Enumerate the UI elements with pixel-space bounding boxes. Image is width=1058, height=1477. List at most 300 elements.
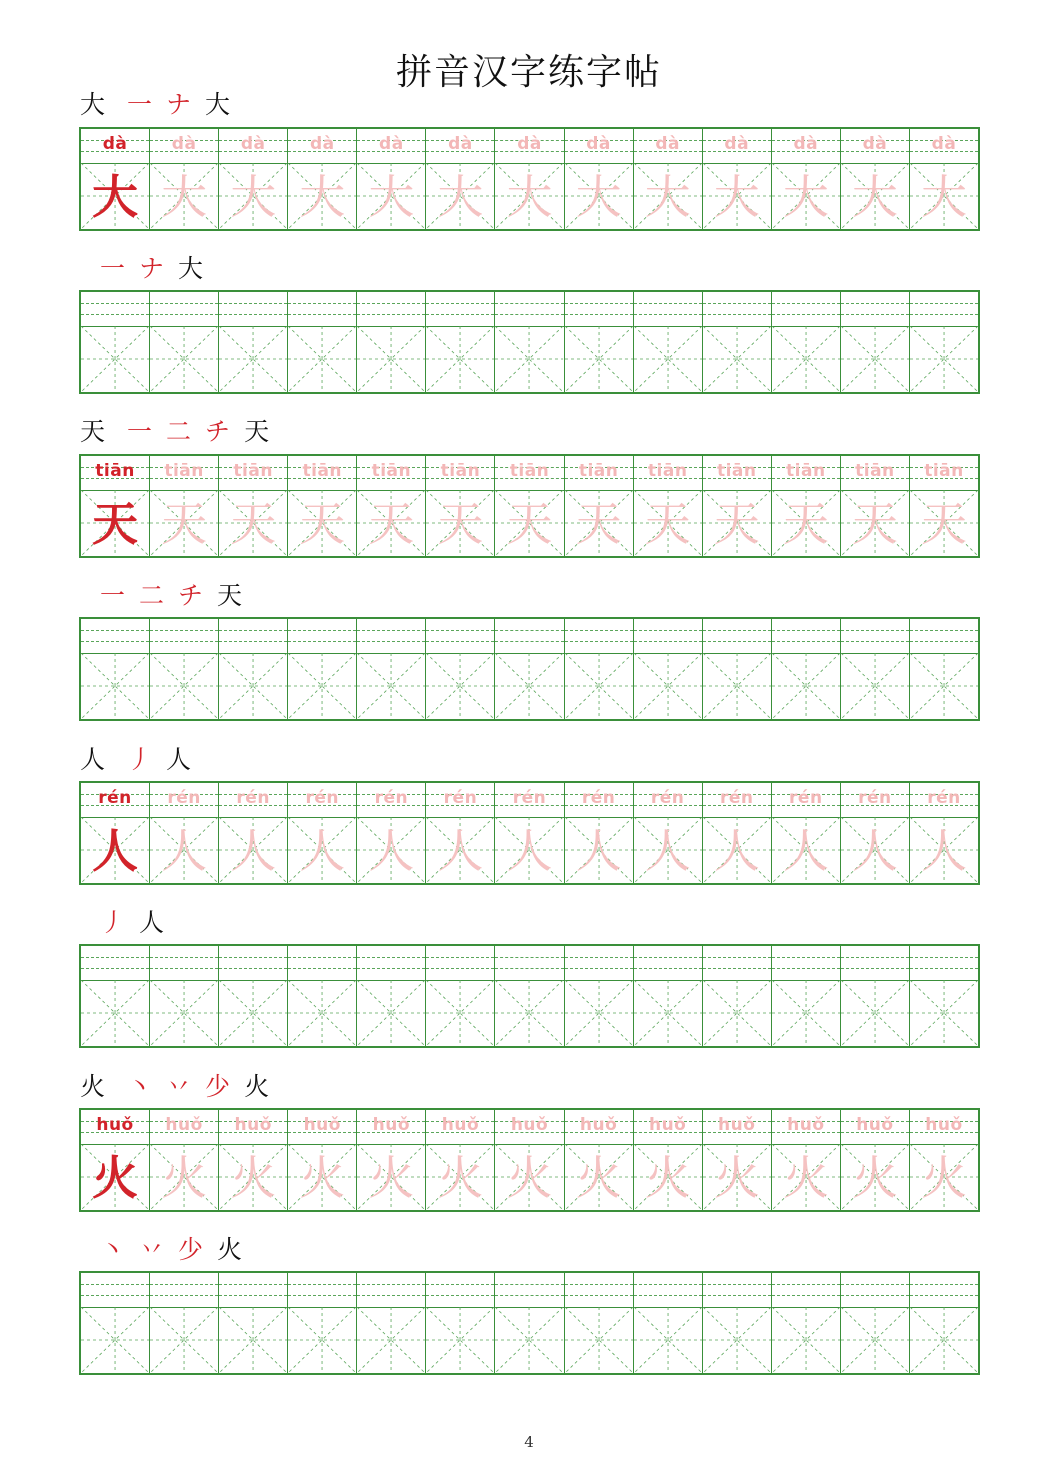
pinyin-guide-line	[703, 314, 771, 315]
pinyin-lines	[357, 129, 425, 164]
writing-cell[interactable]	[564, 456, 633, 556]
pinyin-lines	[703, 129, 771, 164]
pinyin-lines	[565, 783, 633, 818]
pinyin-guide-line	[81, 968, 149, 969]
pinyin-lines	[634, 129, 702, 164]
writing-cell[interactable]	[633, 1110, 702, 1210]
trace-pinyin: huǒ	[925, 1115, 963, 1135]
pinyin-guide-line	[841, 957, 909, 958]
writing-cell[interactable]	[287, 292, 356, 392]
mi-grid-box	[703, 817, 771, 883]
writing-cell[interactable]	[771, 1273, 840, 1373]
trace-pinyin: huǒ	[303, 1115, 341, 1135]
pinyin-lines	[772, 946, 840, 981]
writing-cell[interactable]	[218, 1273, 287, 1373]
pinyin-lines	[357, 783, 425, 818]
trace-pinyin: tiān	[164, 461, 204, 481]
writing-cell[interactable]	[149, 619, 218, 719]
writing-cell[interactable]	[494, 292, 563, 392]
trace-character: 天	[230, 497, 277, 551]
mi-grid-box	[910, 980, 978, 1046]
writing-cell[interactable]	[494, 1273, 563, 1373]
writing-cell[interactable]	[81, 946, 149, 1046]
writing-cell[interactable]	[564, 946, 633, 1046]
writing-cell[interactable]	[564, 1110, 633, 1210]
writing-cell[interactable]	[356, 1273, 425, 1373]
mi-grid-box	[772, 980, 840, 1046]
writing-cell[interactable]	[494, 783, 563, 883]
trace-pinyin: huǒ	[856, 1115, 894, 1135]
pinyin-lines	[634, 456, 702, 491]
trace-character: 人	[161, 824, 208, 878]
pinyin-guide-line	[772, 630, 840, 631]
writing-cell[interactable]	[218, 783, 287, 883]
mi-grid-box	[81, 163, 149, 229]
writing-cell[interactable]	[909, 783, 978, 883]
pinyin-lines	[910, 456, 978, 491]
pinyin-guide-line	[219, 303, 287, 304]
trace-character: 大	[782, 170, 829, 224]
pinyin-lines	[150, 1110, 218, 1145]
mi-grid-box	[81, 653, 149, 719]
trace-character: 火	[644, 1151, 691, 1205]
pinyin-guide-line	[288, 1284, 356, 1285]
stroke-step: チ	[205, 417, 231, 446]
writing-cell[interactable]	[81, 1110, 149, 1210]
writing-cell[interactable]	[633, 946, 702, 1046]
trace-character: 人	[368, 824, 415, 878]
pinyin-lines	[772, 619, 840, 654]
trace-character: 大	[575, 170, 622, 224]
writing-cell[interactable]	[771, 129, 840, 229]
pinyin-lines	[495, 292, 563, 327]
mi-grid-box	[219, 163, 287, 229]
writing-cell[interactable]	[218, 946, 287, 1046]
writing-cell[interactable]	[702, 292, 771, 392]
mi-grid-box	[81, 1144, 149, 1210]
writing-cell[interactable]	[287, 783, 356, 883]
writing-cell[interactable]	[218, 619, 287, 719]
pinyin-guide-line	[357, 957, 425, 958]
writing-cell[interactable]	[287, 946, 356, 1046]
pinyin-guide-line	[772, 957, 840, 958]
stroke-step: 丶	[127, 1072, 153, 1101]
mi-grid-box	[150, 653, 218, 719]
writing-cell[interactable]	[149, 946, 218, 1046]
writing-cell[interactable]	[840, 456, 909, 556]
writing-cell[interactable]	[909, 292, 978, 392]
trace-character: 火	[782, 1151, 829, 1205]
trace-character: 天	[368, 497, 415, 551]
writing-cell[interactable]	[356, 129, 425, 229]
pinyin-lines	[565, 129, 633, 164]
writing-cell[interactable]	[149, 1110, 218, 1210]
trace-pinyin: rén	[719, 788, 754, 808]
pinyin-guide-line	[634, 1284, 702, 1285]
trace-character: 大	[713, 170, 760, 224]
model-character: 天	[92, 497, 139, 551]
pinyin-guide-line	[81, 641, 149, 642]
writing-cell[interactable]	[633, 292, 702, 392]
writing-cell[interactable]	[702, 456, 771, 556]
writing-cell[interactable]	[771, 456, 840, 556]
writing-cell[interactable]	[702, 619, 771, 719]
mi-grid-box	[426, 980, 494, 1046]
pinyin-lines	[772, 456, 840, 491]
stroke-step: 天	[217, 581, 243, 610]
mi-grid-box	[288, 653, 356, 719]
writing-cell[interactable]	[425, 456, 494, 556]
pinyin-guide-line	[357, 1284, 425, 1285]
pinyin-lines	[288, 783, 356, 818]
writing-cell[interactable]	[356, 292, 425, 392]
stroke-step: 丷	[166, 1072, 192, 1101]
mi-grid-box	[219, 1144, 287, 1210]
pinyin-guide-line	[910, 957, 978, 958]
writing-cell[interactable]	[494, 1110, 563, 1210]
writing-cell[interactable]	[425, 129, 494, 229]
mi-grid-box	[495, 490, 563, 556]
blank-practice-grid	[79, 1271, 980, 1375]
trace-character: 人	[713, 824, 760, 878]
mi-grid-box	[703, 1307, 771, 1373]
pinyin-guide-line	[150, 1284, 218, 1285]
writing-cell[interactable]	[81, 292, 149, 392]
writing-cell[interactable]	[633, 619, 702, 719]
writing-cell[interactable]	[287, 619, 356, 719]
pinyin-guide-line	[219, 957, 287, 958]
pinyin-guide-line	[910, 630, 978, 631]
mi-grid-box	[841, 1144, 909, 1210]
writing-cell[interactable]	[702, 1273, 771, 1373]
stroke-step: 天	[244, 417, 270, 446]
pinyin-guide-line	[495, 303, 563, 304]
trace-character: 火	[230, 1151, 277, 1205]
pinyin-lines	[357, 1110, 425, 1145]
trace-character: 天	[299, 497, 346, 551]
stroke-step: 人	[139, 908, 165, 937]
pinyin-guide-line	[426, 1295, 494, 1296]
pinyin-guide-line	[426, 968, 494, 969]
pinyin-lines	[288, 1110, 356, 1145]
stroke-order-header	[80, 743, 205, 777]
writing-cell[interactable]	[494, 456, 563, 556]
mi-grid-box	[772, 1144, 840, 1210]
writing-cell[interactable]	[81, 619, 149, 719]
trace-pinyin: tiān	[578, 461, 619, 481]
pinyin-guide-line	[841, 1284, 909, 1285]
mi-grid-box	[772, 490, 840, 556]
pinyin-lines	[81, 292, 149, 327]
trace-pinyin: huǒ	[441, 1115, 480, 1135]
mi-grid-box	[565, 653, 633, 719]
pinyin-lines	[81, 1273, 149, 1308]
trace-character: 天	[506, 497, 553, 551]
pinyin-guide-line	[910, 1295, 978, 1296]
pinyin-guide-line	[495, 968, 563, 969]
pinyin-guide-line	[910, 1284, 978, 1285]
mi-grid-box	[910, 1144, 978, 1210]
writing-cell[interactable]	[356, 619, 425, 719]
mi-grid-box	[841, 653, 909, 719]
trace-pinyin: huǒ	[372, 1115, 411, 1135]
pinyin-lines	[910, 946, 978, 981]
writing-cell[interactable]	[425, 946, 494, 1046]
pinyin-guide-line	[219, 630, 287, 631]
pinyin-lines	[150, 129, 218, 164]
writing-cell[interactable]	[494, 129, 563, 229]
pinyin-guide-line	[426, 957, 494, 958]
pinyin-lines	[219, 456, 287, 491]
writing-cell[interactable]	[425, 1273, 494, 1373]
trace-pinyin: dà	[793, 134, 819, 154]
model-pinyin: tiān	[95, 461, 135, 481]
stroke-step: ナ	[166, 90, 192, 119]
pinyin-lines	[634, 619, 702, 654]
pinyin-guide-line	[219, 641, 287, 642]
mi-grid-box	[219, 326, 287, 392]
stroke-order-header	[80, 415, 283, 449]
trace-pinyin: rén	[512, 788, 547, 808]
trace-pinyin: rén	[305, 788, 340, 808]
writing-cell[interactable]	[702, 946, 771, 1046]
pinyin-guide-line	[495, 1284, 563, 1285]
tracing-grid	[79, 127, 980, 231]
stroke-step: 一	[127, 90, 153, 119]
writing-cell[interactable]	[840, 783, 909, 883]
writing-cell[interactable]	[702, 1110, 771, 1210]
pinyin-guide-line	[841, 968, 909, 969]
writing-cell[interactable]	[356, 456, 425, 556]
writing-cell[interactable]	[287, 129, 356, 229]
mi-grid-box	[841, 490, 909, 556]
writing-cell[interactable]	[909, 946, 978, 1046]
mi-grid-box	[357, 326, 425, 392]
pinyin-lines	[357, 292, 425, 327]
writing-cell[interactable]	[909, 456, 978, 556]
writing-cell[interactable]	[840, 292, 909, 392]
pinyin-guide-line	[910, 303, 978, 304]
pinyin-lines	[565, 1273, 633, 1308]
pinyin-lines	[772, 129, 840, 164]
trace-pinyin: rén	[581, 788, 616, 808]
writing-cell[interactable]	[633, 783, 702, 883]
pinyin-guide-line	[357, 1295, 425, 1296]
writing-cell[interactable]	[356, 946, 425, 1046]
pinyin-guide-line	[841, 314, 909, 315]
writing-cell[interactable]	[218, 292, 287, 392]
writing-cell[interactable]	[840, 619, 909, 719]
writing-cell[interactable]	[771, 619, 840, 719]
mi-grid-box	[565, 980, 633, 1046]
mi-grid-box	[703, 653, 771, 719]
mi-grid-box	[150, 326, 218, 392]
writing-cell[interactable]	[218, 456, 287, 556]
pinyin-lines	[150, 292, 218, 327]
writing-cell[interactable]	[702, 783, 771, 883]
writing-cell[interactable]	[564, 129, 633, 229]
pinyin-guide-line	[357, 314, 425, 315]
writing-cell[interactable]	[909, 1110, 978, 1210]
writing-cell[interactable]	[564, 619, 633, 719]
pinyin-guide-line	[150, 1295, 218, 1296]
mi-grid-box	[426, 817, 494, 883]
mi-grid-box	[219, 980, 287, 1046]
mi-grid-box	[910, 326, 978, 392]
writing-cell[interactable]	[840, 1110, 909, 1210]
pinyin-guide-line	[634, 303, 702, 304]
writing-cell[interactable]	[81, 456, 149, 556]
trace-pinyin: huǒ	[579, 1115, 618, 1135]
writing-cell[interactable]	[702, 129, 771, 229]
pinyin-guide-line	[357, 630, 425, 631]
stroke-order-header	[80, 1070, 283, 1104]
pinyin-lines	[150, 456, 218, 491]
writing-cell[interactable]	[81, 783, 149, 883]
trace-pinyin: tiān	[647, 461, 688, 481]
stroke-step: 一	[127, 417, 153, 446]
mi-grid-box	[288, 1307, 356, 1373]
writing-cell[interactable]	[564, 1273, 633, 1373]
pinyin-lines	[495, 946, 563, 981]
stroke-order-row	[100, 252, 217, 286]
pinyin-guide-line	[288, 630, 356, 631]
trace-character: 人	[851, 824, 898, 878]
writing-cell[interactable]	[425, 1110, 494, 1210]
writing-cell[interactable]	[494, 619, 563, 719]
writing-cell[interactable]	[287, 456, 356, 556]
writing-cell[interactable]	[149, 456, 218, 556]
mi-grid-box	[634, 980, 702, 1046]
pinyin-lines	[772, 1273, 840, 1308]
mi-grid-box	[910, 653, 978, 719]
writing-cell[interactable]	[633, 1273, 702, 1373]
trace-pinyin: huǒ	[648, 1115, 687, 1135]
writing-cell[interactable]	[425, 783, 494, 883]
tracing-grid	[79, 1108, 980, 1212]
writing-cell[interactable]	[81, 1273, 149, 1373]
pinyin-guide-line	[150, 630, 218, 631]
trace-pinyin: rén	[374, 788, 409, 808]
model-pinyin: huǒ	[96, 1115, 134, 1135]
writing-cell[interactable]	[356, 1110, 425, 1210]
pinyin-guide-line	[150, 968, 218, 969]
writing-cell[interactable]	[840, 129, 909, 229]
writing-cell[interactable]	[564, 783, 633, 883]
trace-pinyin: rén	[789, 788, 823, 808]
trace-pinyin: tiān	[440, 461, 481, 481]
mi-grid-box	[634, 163, 702, 229]
trace-pinyin: tiān	[371, 461, 412, 481]
pinyin-guide-line	[703, 957, 771, 958]
mi-grid-box	[772, 163, 840, 229]
writing-cell[interactable]	[425, 292, 494, 392]
writing-cell[interactable]	[771, 1110, 840, 1210]
mi-grid-box	[910, 163, 978, 229]
model-character: 火	[92, 1151, 139, 1205]
writing-cell[interactable]	[149, 129, 218, 229]
pinyin-lines	[772, 292, 840, 327]
pinyin-guide-line	[426, 641, 494, 642]
trace-character: 天	[713, 497, 760, 551]
stroke-step: 火	[217, 1235, 243, 1264]
writing-cell[interactable]	[287, 1273, 356, 1373]
mi-grid-box	[426, 653, 494, 719]
tracing-grid	[79, 454, 980, 558]
trace-pinyin: dà	[724, 134, 750, 154]
mi-grid-box	[495, 1307, 563, 1373]
writing-cell[interactable]	[840, 1273, 909, 1373]
writing-cell[interactable]	[771, 292, 840, 392]
mi-grid-box	[357, 163, 425, 229]
writing-cell[interactable]	[909, 1273, 978, 1373]
pinyin-lines	[495, 1110, 563, 1145]
mi-grid-box	[81, 817, 149, 883]
pinyin-guide-line	[495, 630, 563, 631]
writing-cell[interactable]	[494, 946, 563, 1046]
mi-grid-box	[495, 653, 563, 719]
writing-cell[interactable]	[771, 783, 840, 883]
mi-grid-box	[565, 1144, 633, 1210]
mi-grid-box	[495, 163, 563, 229]
writing-cell[interactable]	[909, 129, 978, 229]
writing-cell[interactable]	[771, 946, 840, 1046]
mi-grid-box	[81, 1307, 149, 1373]
writing-cell[interactable]	[633, 129, 702, 229]
writing-cell[interactable]	[633, 456, 702, 556]
writing-cell[interactable]	[81, 129, 149, 229]
pinyin-lines	[841, 456, 909, 491]
trace-pinyin: tiān	[924, 461, 964, 481]
writing-cell[interactable]	[149, 292, 218, 392]
pinyin-lines	[81, 783, 149, 818]
writing-cell[interactable]	[149, 1273, 218, 1373]
writing-cell[interactable]	[149, 783, 218, 883]
trace-pinyin: huǒ	[718, 1115, 756, 1135]
writing-cell[interactable]	[840, 946, 909, 1046]
trace-character: 大	[299, 170, 346, 224]
trace-character: 大	[851, 170, 898, 224]
writing-cell[interactable]	[218, 1110, 287, 1210]
writing-cell[interactable]	[425, 619, 494, 719]
pinyin-lines	[357, 946, 425, 981]
page-title: 拼音汉字练字帖	[395, 52, 662, 93]
stroke-step: 少	[205, 1072, 231, 1101]
stroke-step: 大	[178, 254, 204, 283]
trace-character: 天	[920, 497, 967, 551]
writing-cell[interactable]	[909, 619, 978, 719]
pinyin-guide-line	[288, 968, 356, 969]
trace-character: 大	[506, 170, 553, 224]
mi-grid-box	[565, 326, 633, 392]
trace-pinyin: huǒ	[787, 1115, 825, 1135]
pinyin-guide-line	[565, 630, 633, 631]
mi-grid-box	[841, 980, 909, 1046]
pinyin-lines	[910, 783, 978, 818]
writing-cell[interactable]	[356, 783, 425, 883]
trace-character: 人	[506, 824, 553, 878]
pinyin-guide-line	[841, 303, 909, 304]
mi-grid-box	[426, 490, 494, 556]
writing-cell[interactable]	[287, 1110, 356, 1210]
pinyin-guide-line	[772, 1295, 840, 1296]
mi-grid-box	[150, 490, 218, 556]
writing-cell[interactable]	[218, 129, 287, 229]
writing-cell[interactable]	[564, 292, 633, 392]
pinyin-lines	[219, 292, 287, 327]
blank-practice-grid	[79, 944, 980, 1048]
pinyin-lines	[703, 946, 771, 981]
